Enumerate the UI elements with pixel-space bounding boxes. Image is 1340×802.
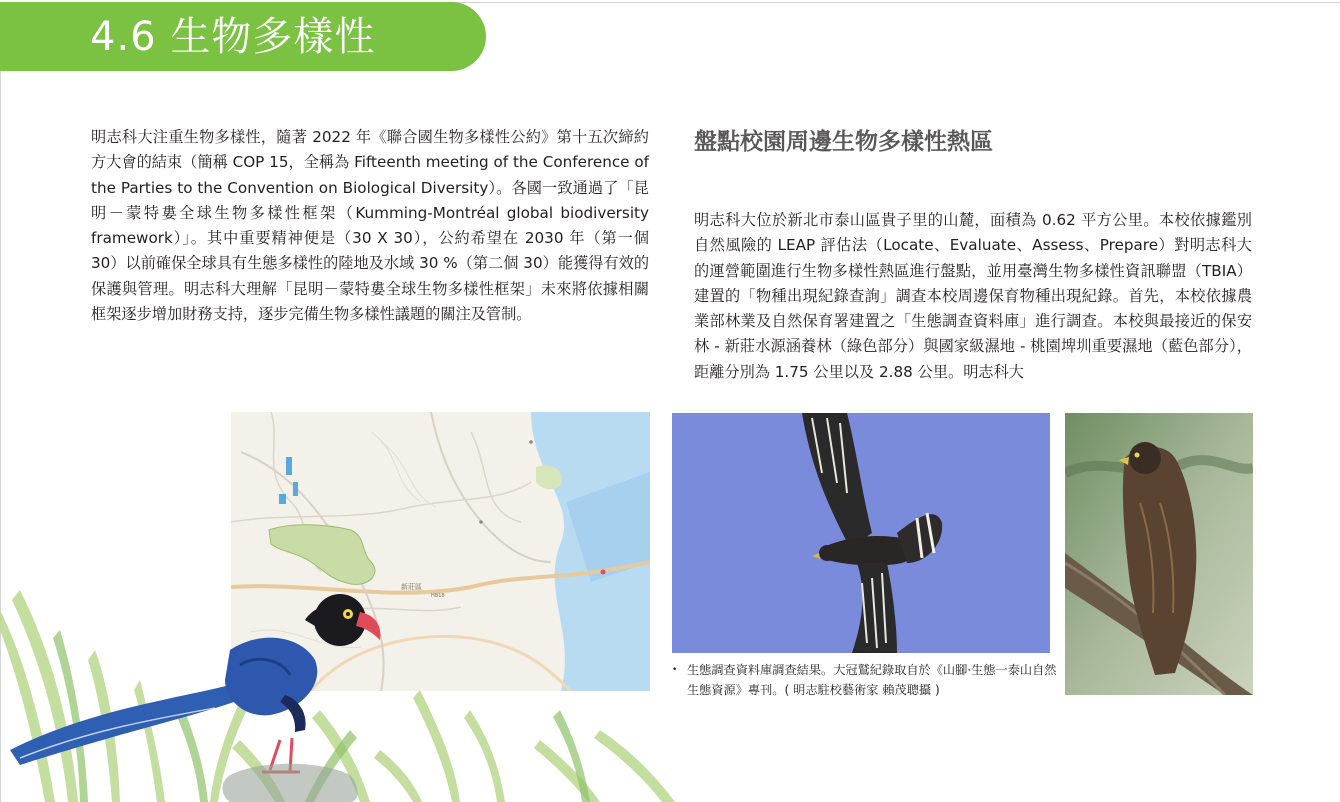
- page-frame-left: [0, 2, 1, 802]
- caption-bullet: •: [672, 665, 678, 675]
- map-district-label: 新莊區: [401, 583, 422, 591]
- crested-serpent-eagle-flying-icon: [672, 413, 1050, 653]
- photo-caption: [672, 660, 1062, 702]
- intro-paragraph: 明志科大注重生物多樣性，隨著 2022 年《聯合國生物多樣性公約》第十五次締約方大會的結束（簡稱 COP 15，全稱為 Fifteenth meeting of the Conference of the Parties to the Convention on Biological Diversity）。各國一致通過了「昆明－蒙特婁全球生物多樣性框架（Kumming-Montréal global biodiversity framework）」。其中重要精神便是（30 X 30），公約希望在 2030 年（第一個 30）以前確保全球具有生態多樣性的陸地及水域 30 %（第二個 30）能獲得有效的保護與管理。明志科大理解「昆明－蒙特婁全球生物多樣性框架」未來將依據相關框架逐步增加財務支持，逐步完備生物多樣性議題的關注及管制。: [91, 128, 649, 324]
- subsection-heading: 盤點校園周邊生物多樣性熱區: [694, 129, 993, 155]
- biodiversity-map-image: [231, 412, 650, 691]
- map-illustration: [231, 412, 650, 691]
- section-title: 4.6 生物多樣性: [90, 14, 376, 60]
- perched-eagle-photo: [1065, 413, 1253, 695]
- map-road-label: HB18: [431, 593, 445, 599]
- hotspot-paragraph: 明志科大位於新北市泰山區貴子里的山麓，面積為 0.62 平方公里。本校依據鑑別自然風險的 LEAP 評估法（Locate、Evaluate、Assess、Prepare）對明志科大的運營範圍進行生物多樣性熱區進行盤點，並用臺灣生物多樣性資訊聯盟（TBIA）建置的「物種出現紀錄查詢」調查本校周邊保育物種出現紀錄。首先，本校依據農業部林業及自然保育署建置之「生態調查資料庫」進行調查。本校與最接近的保安林 - 新莊水源涵養林（綠色部分）與國家級濕地 - 桃園埤圳重要濕地（藍色部分），距離分別為 1.75 公里以及 2.88 公里。明志科大: [694, 211, 1252, 381]
- crested-serpent-eagle-perched-icon: [1065, 413, 1253, 695]
- caption-text: 生態調查資料庫調查結果。大冠鷲紀錄取自於《山腳·生態一泰山自然生態資源》專刊。( 明志駐校藝術家 賴茂聰攝 ): [687, 663, 1057, 697]
- flying-eagle-photo: [672, 413, 1050, 653]
